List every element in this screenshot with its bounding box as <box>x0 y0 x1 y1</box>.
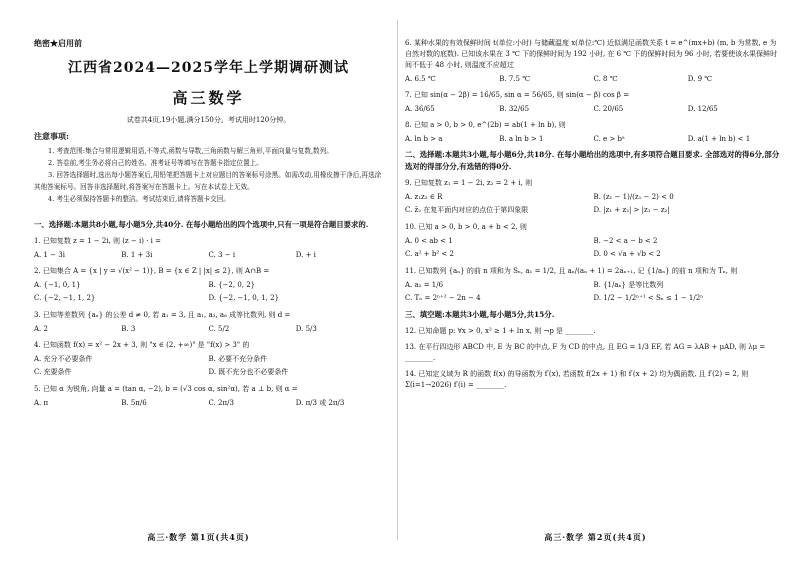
question-13: 13. 在平行四边形 ABCD 中, E 为 BC 的中点, F 为 CD 的中点, 且 EG = 1/3 EF, 若 AG = λAB + μAD, 则 λμ = ________. <box>405 343 766 362</box>
question-5-options <box>34 397 383 409</box>
question-7: 7. 已知 sin(α − 2β) = 16/65, sin α = 56/65, 则 sin(α − β) cos β = <box>405 91 630 99</box>
note-item: 3. 回答选择题时,选出每小题答案后,用铅笔把答题卡上对应题目的答案标号涂黑。如需改动,用橡皮擦干净后,再选涂其他答案标号。回答非选择题时,将答案写在答题卡上。写在本试卷上无效。 <box>34 171 382 191</box>
option-b: B. {−2, 0, 2} <box>208 281 256 289</box>
option-d: D. 9 ℃ <box>687 75 713 83</box>
option-a: A. 2 <box>34 325 48 333</box>
option-d: D. π/3 或 2π/3 <box>295 399 345 407</box>
option-d: D. 既不充分也不必要条件 <box>208 368 289 376</box>
note-item: 4. 考生必须保持答题卡的整洁。考试结束后,请将答题卡交回。 <box>48 195 230 203</box>
exam-subject: 高三数学 <box>172 89 245 107</box>
question-4: 4. 已知函数 f(x) = x² − 2x + 3, 则 "x ∈ (2, +∞)" 是 "f(x) > 3" 的 <box>34 341 250 349</box>
option-a: A. 充分不必要条件 <box>34 355 93 363</box>
option-b: B. −2 < a − b < 2 <box>593 237 658 245</box>
option-c: C. Tₙ = 2ⁿ⁺² − 2n − 4 <box>405 294 481 302</box>
question-3: 3. 已知等差数列 {aₙ} 的公差 d ≠ 0, 若 a₁ = 3, 且 a₁, a₃, a₆ 成等比数列, 则 d = <box>34 311 291 319</box>
question-9-options <box>405 191 782 217</box>
option-d: D. {−2, −1, 0, 1, 2} <box>208 294 280 302</box>
exam-title: 江西省2024—2025学年上学期调研测试 <box>68 60 349 76</box>
option-c: C. e > bᵃ <box>593 135 625 143</box>
option-a: A. {−1, 0, 1} <box>34 281 81 289</box>
question-11: 11. 已知数列 {aₙ} 的前 n 项和为 Sₙ, a₁ = 1/2, 且 aₙ/(aₙ + 1) = 2aₙ₊₁, 记 {1/aₙ} 的前 n 项和为 Tₙ, 则 <box>405 267 738 275</box>
question-11-options <box>405 279 782 305</box>
question-7-options <box>405 103 782 115</box>
option-d: D. a(1 + ln b) < 1 <box>687 135 751 143</box>
question-6-options <box>405 73 782 85</box>
option-a: A. π <box>34 399 49 407</box>
option-a: A. 36/65 <box>405 105 435 113</box>
exam-info: 试卷共4页,19小题,满分150分。考试用时120分钟。 <box>126 116 291 124</box>
question-10: 10. 已知 a > 0, b > 0, a + b < 2, 则 <box>405 223 527 231</box>
option-c: C. 8 ℃ <box>593 75 618 83</box>
option-a: A. z₁z₂ ∈ R <box>405 193 443 201</box>
question-14: 14. 已知定义域为 R 的函数 f(x) 的导函数为 f′(x), 若函数 f(2x + 1) 和 f′(x + 2) 均为偶函数, 且 f′(2) = 2, 则 Σ(i=1→2026) f′(i) = ________. <box>405 370 749 389</box>
option-b: B. 必要不充分条件 <box>208 355 268 363</box>
option-a: A. ln b > a <box>405 135 443 143</box>
option-b: B. a ln b > 1 <box>499 135 544 143</box>
section-1-heading: 一、选择题:本题共8小题,每小题5分,共40分. 在每小题给出的四个选项中,只有一项是符合题目要求的. <box>34 220 369 229</box>
option-d: D. 12/65 <box>687 105 718 113</box>
option-a: A. 0 < ab < 1 <box>405 237 453 245</box>
option-c: C. {−2, −1, 1, 2} <box>34 294 96 302</box>
question-12: 12. 已知命题 p: ∀x > 0, x² ≥ 1 + ln x, 则 ¬p 是 ________. <box>405 327 596 335</box>
option-b: B. (z₁ − 1)/(z₁ − 2) < 0 <box>593 193 674 201</box>
question-3-options <box>34 323 383 335</box>
notes-title: 注意事项: <box>34 131 69 141</box>
option-b: B. 5π/6 <box>121 399 147 407</box>
section-2-heading: 二、选择题:本题共3小题,每小题6分,共18分. 在每小题给出的选项中,有多项符合题目要求. 全部选对的得6分,部分选对的得部分分,有选错的得0分. <box>405 150 780 171</box>
question-10-options <box>405 235 782 261</box>
note-item: 1. 考查范围:集合与常用逻辑用语,不等式,函数与导数,三角函数与解三角形,平面向量与复数,数列。 <box>48 147 333 155</box>
option-b: B. {1/aₙ} 是等比数列 <box>593 281 664 289</box>
question-5: 5. 已知 α 为锐角, 向量 a = (tan α, −2), b = (√3 cos α, sin²α), 若 a ⊥ b, 则 α = <box>34 385 298 393</box>
option-c: C. 充要条件 <box>34 368 72 376</box>
question-8-options <box>405 133 782 145</box>
option-b: B. 7.5 ℃ <box>499 75 531 83</box>
option-d: D. 5/3 <box>295 325 317 333</box>
option-c: C. 20/65 <box>593 105 624 113</box>
option-b: B. 32/65 <box>499 105 530 113</box>
question-2: 2. 已知集合 A = {x | y = √(x² − 1)}, B = {x ∈ Z | |x| ≤ 2}, 则 A∩B = <box>34 267 270 275</box>
option-c: C. 3 − i <box>208 251 236 259</box>
page-footer: 高三·数学 第1页(共4页) <box>147 532 250 542</box>
secret-label: 绝密★启用前 <box>34 38 82 48</box>
option-d: D. |z₁ + z₂| > |z₁ − z₂| <box>593 206 670 214</box>
option-a: A. 6.5 ℃ <box>405 75 436 83</box>
option-d: D. 0 < √a + √b < 2 <box>593 250 661 258</box>
option-a: A. 1 − 3i <box>34 251 65 259</box>
option-d: D. 1/2 − 1/2ⁿ⁺¹ < Sₙ ≤ 1 − 1/2ⁿ <box>593 294 704 302</box>
option-b: B. 1 + 3i <box>121 251 153 259</box>
option-a: A. a₂ = 1/6 <box>405 281 444 289</box>
page-2 <box>397 0 794 561</box>
question-1: 1. 已知复数 z = 1 − 2i, 则 (z − i) · i = <box>34 237 161 245</box>
option-b: B. 3 <box>121 325 136 333</box>
option-d: D. + i <box>295 251 316 259</box>
page-footer: 高三·数学 第2页(共4页) <box>544 532 647 542</box>
question-1-options <box>34 249 383 261</box>
question-6: 6. 某种水果的有效保鲜时间 t(单位:小时) 与储藏温度 x(单位:℃) 近似满足函数关系 t = e^(mx+b) (m, b 为常数, e 为自然对数的底数). 已知该水果在 3 ℃ 下的保鲜时间为 192 小时, 在 6 ℃ 下的保鲜时间为 96 小时, 若要使该水果保鲜时间不低于 48 小时, 则温度不应超过 <box>405 39 778 69</box>
question-4-options <box>34 353 383 379</box>
question-2-options <box>34 279 383 305</box>
option-c: C. a² + b² < 2 <box>405 250 454 258</box>
note-item: 2. 答卷前,考生务必将自己的姓名、准考证号等填写在答题卡指定位置上。 <box>48 159 263 167</box>
section-3-heading: 三、填空题:本题共3小题,每小题5分,共15分. <box>405 310 555 319</box>
option-c: C. z̄₂ 在复平面内对应的点位于第四象限 <box>405 206 529 214</box>
option-c: C. 5/2 <box>208 325 230 333</box>
option-c: C. 2π/3 <box>208 399 234 407</box>
question-8: 8. 已知 a > 0, b > 0, e^(2b) = ab(1 + ln b), 则 <box>405 121 566 129</box>
question-9: 9. 已知复数 z₁ = 1 − 2i, z₂ = 2 + i, 则 <box>405 179 533 187</box>
